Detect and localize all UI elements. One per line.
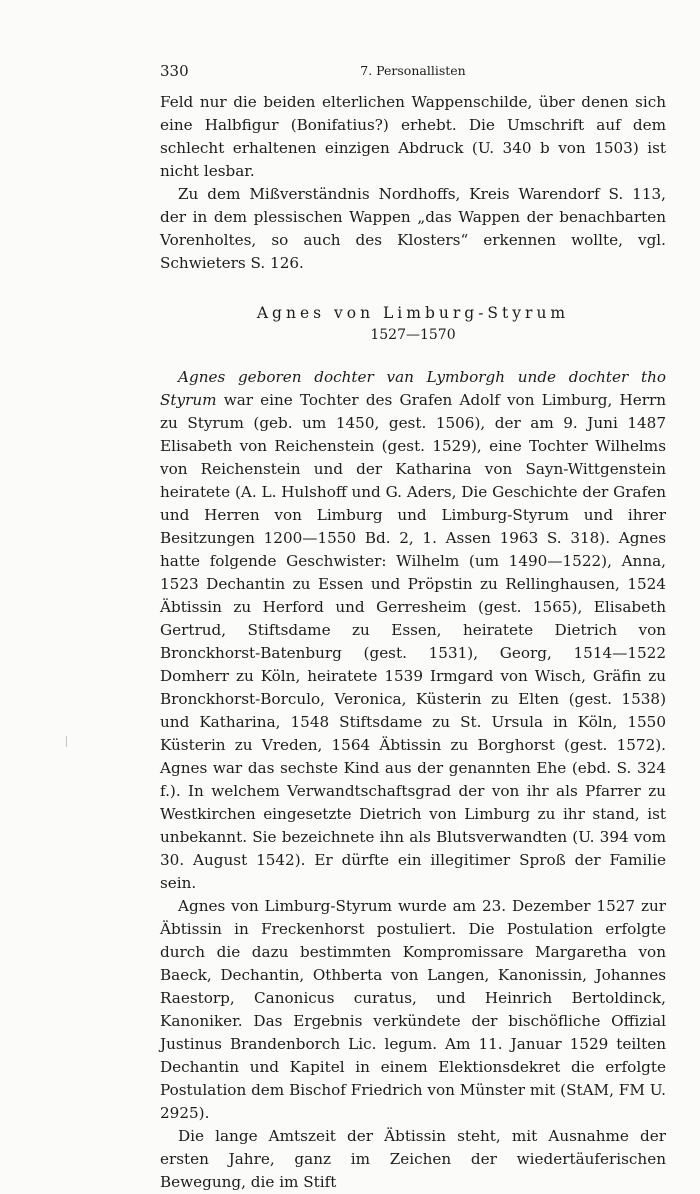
paragraph-postulation: Agnes von Limburg-Styrum wurde am 23. Dezember 1527 zur Äbtissin in Freckenhorst postuliert. Die Postulation erfolgte durch die dazu bestimmten Kompromissare Margaretha von Baeck, Dechantin, Othberta von Langen, Kanonissin, Johannes Raestorp, Canonicus curatus, und Heinrich Bertoldinck, Kanoniker. Das Ergebnis verkündete der bischöfliche Offizial Justinus Brandenborch Lic. legum. Am 11. Januar 1529 teilten Dechantin und Kapitel in einem Elektionsdekret die erfolgte Postulation dem Bischof Friedrich von Münster mit (StAM, FM U. 2925).	[160, 897, 666, 1122]
running-head: 7. Personallisten	[360, 63, 466, 78]
biography-quote: Agnes geboren dochter van Lymborgh unde dochter tho Styrum	[160, 368, 666, 409]
page-number: 330	[160, 62, 189, 80]
paragraph-biography	[160, 366, 666, 895]
body-text	[160, 91, 666, 1194]
biography-text: war eine Tochter des Grafen Adolf von Limburg, Herrn zu Styrum (geb. um 1450, gest. 1506), der am 9. Juni 1487 Elisabeth von Reichenstein (gest. 1529), eine Tochter Wilhelms von Reichenstein und der Katharina von Sayn-Wittgenstein heiratete (A. L. Hulshoff und G. Aders, Die Geschichte der Grafen und Herren von Limburg und Limburg-Styrum und ihrer Besitzungen 1200—1550 Bd. 2, 1. Assen 1963 S. 318). Agnes hatte folgende Geschwister: Wilhelm (um 1490—1522), Anna, 1523 Dechantin zu Essen und Pröpstin zu Rellinghausen, 1524 Äbtissin zu Herford und Gerresheim (gest. 1565), Elisabeth Gertrud, Stiftsdame zu Essen, heiratete Dietrich von Bronckhorst-Batenburg (gest. 1531), Georg, 1514—1522 Domherr zu Köln, heiratete 1539 Irmgard von Wisch, Gräfin zu Bronckhorst-Borculo, Veronica, Küsterin zu Elten (gest. 1538) und Katharina, 1548 Stiftsdame zu St. Ursula in Köln, 1550 Küsterin zu Vreden, 1564 Äbtissin zu Borghorst (gest. 1572). Agnes war das sechste Kind aus der genannten Ehe (ebd. S. 324 f.). In welchem Verwandtschaftsgrad der von ihr als Pfarrer zu Westkirchen eingesetzte Dietrich von Limburg zu ihr stand, ist unbekannt. Sie bezeichnete ihn als Blutsverwandten (U. 394 vom 30. August 1542). Er dürfte ein illegitimer Sproß der Familie sein.	[160, 391, 666, 892]
paragraph-seal-description: Feld nur die beiden elterlichen Wappenschilde, über denen sich eine Halbfigur (Bonifatius?) erhebt. Die Umschrift auf dem schlecht erhaltenen einzigen Abdruck (U. 340 b von 1503) ist nicht lesbar.	[160, 93, 666, 180]
paragraph-tenure: Die lange Amtszeit der Äbtissin steht, mit Ausnahme der ersten Jahre, ganz im Zeichen der wiedertäuferischen Bewegung, die im Stift	[160, 1127, 666, 1191]
paragraph-nordhoff-note: Zu dem Mißverständnis Nordhoffs, Kreis Warendorf S. 113, der in dem plessischen Wappen „das Wappen der benachbarten Vorenholtes, so auch des Klosters“ erkennen wollte, vgl. Schwieters S. 126.	[160, 185, 666, 272]
section-title: Agnes von Limburg-Styrum	[256, 304, 570, 322]
page-header	[160, 62, 666, 82]
margin-mark	[66, 736, 67, 747]
section-heading	[160, 302, 666, 346]
section-spacer	[160, 346, 666, 366]
section-years: 1527—1570	[370, 327, 456, 343]
